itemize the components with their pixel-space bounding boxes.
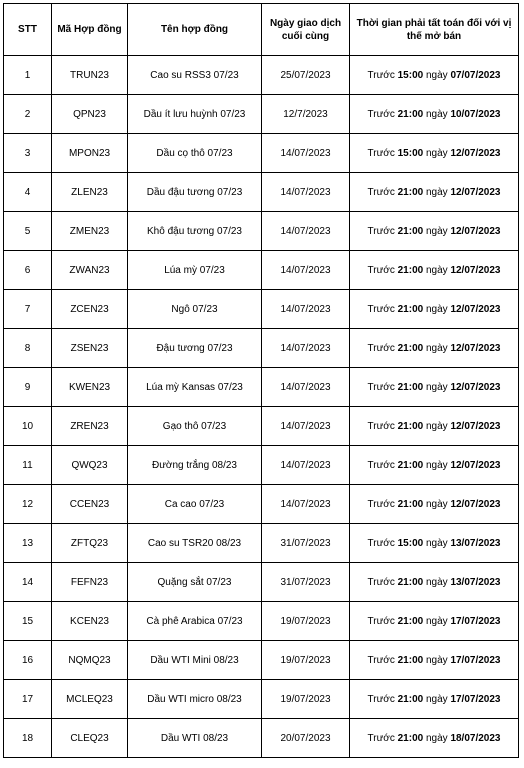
deadline-prefix: Trước bbox=[367, 381, 395, 393]
deadline-date: 17/07/2023 bbox=[450, 615, 501, 627]
cell-contract-name: Dầu ít lưu huỳnh 07/23 bbox=[128, 95, 262, 134]
deadline-day-word: ngày bbox=[425, 147, 448, 159]
cell-settlement-deadline bbox=[350, 212, 519, 251]
deadline-time: 21:00 bbox=[397, 342, 424, 354]
deadline-prefix: Trước bbox=[367, 654, 395, 666]
deadline-time: 21:00 bbox=[397, 186, 424, 198]
deadline-prefix: Trước bbox=[367, 732, 395, 744]
contracts-table bbox=[3, 3, 519, 758]
table-row bbox=[4, 173, 519, 212]
table-row bbox=[4, 563, 519, 602]
deadline-prefix: Trước bbox=[367, 108, 395, 120]
deadline-day-word: ngày bbox=[425, 186, 448, 198]
cell-last-trading-day: 14/07/2023 bbox=[262, 407, 350, 446]
cell-contract-code: NQMQ23 bbox=[52, 641, 128, 680]
cell-stt: 8 bbox=[4, 329, 52, 368]
cell-contract-code: ZWAN23 bbox=[52, 251, 128, 290]
table-row bbox=[4, 680, 519, 719]
deadline-time: 21:00 bbox=[397, 498, 424, 510]
cell-settlement-deadline bbox=[350, 407, 519, 446]
cell-contract-name: Gạo thô 07/23 bbox=[128, 407, 262, 446]
cell-stt: 9 bbox=[4, 368, 52, 407]
cell-stt: 13 bbox=[4, 524, 52, 563]
cell-contract-name: Lúa mỳ 07/23 bbox=[128, 251, 262, 290]
deadline-prefix: Trước bbox=[367, 264, 395, 276]
header-settlement-deadline: Thời gian phải tất toán đối với vị thế mở bán bbox=[350, 4, 519, 56]
cell-stt: 12 bbox=[4, 485, 52, 524]
deadline-time: 21:00 bbox=[397, 420, 424, 432]
table-row bbox=[4, 446, 519, 485]
table-row bbox=[4, 251, 519, 290]
deadline-day-word: ngày bbox=[425, 108, 448, 120]
deadline-day-word: ngày bbox=[425, 537, 448, 549]
cell-last-trading-day: 14/07/2023 bbox=[262, 485, 350, 524]
table-header bbox=[4, 4, 519, 56]
cell-stt: 11 bbox=[4, 446, 52, 485]
cell-contract-code: FEFN23 bbox=[52, 563, 128, 602]
cell-settlement-deadline bbox=[350, 134, 519, 173]
cell-contract-name: Dầu đậu tương 07/23 bbox=[128, 173, 262, 212]
cell-stt: 16 bbox=[4, 641, 52, 680]
table-row bbox=[4, 641, 519, 680]
deadline-day-word: ngày bbox=[425, 69, 448, 81]
cell-settlement-deadline bbox=[350, 446, 519, 485]
table-row bbox=[4, 407, 519, 446]
cell-stt: 6 bbox=[4, 251, 52, 290]
deadline-time: 21:00 bbox=[397, 108, 424, 120]
cell-last-trading-day: 19/07/2023 bbox=[262, 602, 350, 641]
deadline-prefix: Trước bbox=[367, 342, 395, 354]
cell-last-trading-day: 31/07/2023 bbox=[262, 563, 350, 602]
cell-contract-name: Quặng sắt 07/23 bbox=[128, 563, 262, 602]
deadline-time: 21:00 bbox=[397, 459, 424, 471]
cell-settlement-deadline bbox=[350, 290, 519, 329]
cell-contract-name: Ngô 07/23 bbox=[128, 290, 262, 329]
deadline-date: 07/07/2023 bbox=[450, 69, 501, 81]
cell-contract-name: Cà phê Arabica 07/23 bbox=[128, 602, 262, 641]
cell-last-trading-day: 14/07/2023 bbox=[262, 251, 350, 290]
deadline-date: 12/07/2023 bbox=[450, 498, 501, 510]
cell-stt: 15 bbox=[4, 602, 52, 641]
table-row bbox=[4, 485, 519, 524]
deadline-date: 12/07/2023 bbox=[450, 459, 501, 471]
deadline-day-word: ngày bbox=[425, 420, 448, 432]
deadline-date: 18/07/2023 bbox=[450, 732, 501, 744]
deadline-day-word: ngày bbox=[425, 576, 448, 588]
deadline-time: 21:00 bbox=[397, 654, 424, 666]
cell-settlement-deadline bbox=[350, 524, 519, 563]
header-row bbox=[4, 4, 519, 56]
table-row bbox=[4, 95, 519, 134]
deadline-prefix: Trước bbox=[367, 147, 395, 159]
deadline-date: 12/07/2023 bbox=[450, 147, 501, 159]
cell-contract-code: ZREN23 bbox=[52, 407, 128, 446]
deadline-day-word: ngày bbox=[425, 693, 448, 705]
cell-last-trading-day: 19/07/2023 bbox=[262, 641, 350, 680]
table-row bbox=[4, 290, 519, 329]
cell-contract-name: Dầu WTI micro 08/23 bbox=[128, 680, 262, 719]
deadline-date: 17/07/2023 bbox=[450, 693, 501, 705]
deadline-time: 21:00 bbox=[397, 576, 424, 588]
deadline-prefix: Trước bbox=[367, 693, 395, 705]
table-body bbox=[4, 56, 519, 758]
cell-last-trading-day: 14/07/2023 bbox=[262, 290, 350, 329]
cell-stt: 18 bbox=[4, 719, 52, 758]
cell-contract-name: Dầu cọ thô 07/23 bbox=[128, 134, 262, 173]
cell-stt: 3 bbox=[4, 134, 52, 173]
cell-settlement-deadline bbox=[350, 641, 519, 680]
cell-stt: 7 bbox=[4, 290, 52, 329]
deadline-time: 21:00 bbox=[397, 732, 424, 744]
cell-settlement-deadline bbox=[350, 56, 519, 95]
deadline-time: 15:00 bbox=[397, 537, 424, 549]
deadline-date: 17/07/2023 bbox=[450, 654, 501, 666]
cell-contract-name: Cao su TSR20 08/23 bbox=[128, 524, 262, 563]
deadline-time: 15:00 bbox=[397, 69, 424, 81]
cell-last-trading-day: 25/07/2023 bbox=[262, 56, 350, 95]
cell-last-trading-day: 14/07/2023 bbox=[262, 446, 350, 485]
deadline-day-word: ngày bbox=[425, 732, 448, 744]
deadline-day-word: ngày bbox=[425, 225, 448, 237]
table-row bbox=[4, 56, 519, 95]
cell-contract-name: Dầu WTI Mini 08/23 bbox=[128, 641, 262, 680]
deadline-time: 21:00 bbox=[397, 303, 424, 315]
deadline-time: 15:00 bbox=[397, 147, 424, 159]
cell-contract-code: ZFTQ23 bbox=[52, 524, 128, 563]
cell-stt: 10 bbox=[4, 407, 52, 446]
deadline-date: 12/07/2023 bbox=[450, 225, 501, 237]
cell-settlement-deadline bbox=[350, 680, 519, 719]
deadline-prefix: Trước bbox=[367, 420, 395, 432]
cell-settlement-deadline bbox=[350, 602, 519, 641]
deadline-date: 10/07/2023 bbox=[450, 108, 501, 120]
cell-contract-code: ZCEN23 bbox=[52, 290, 128, 329]
deadline-day-word: ngày bbox=[425, 264, 448, 276]
cell-contract-name: Khô đậu tương 07/23 bbox=[128, 212, 262, 251]
header-contract-code: Mã Hợp đồng bbox=[52, 4, 128, 56]
cell-last-trading-day: 14/07/2023 bbox=[262, 173, 350, 212]
cell-contract-code: CCEN23 bbox=[52, 485, 128, 524]
deadline-day-word: ngày bbox=[425, 459, 448, 471]
cell-contract-name: Ca cao 07/23 bbox=[128, 485, 262, 524]
deadline-day-word: ngày bbox=[425, 498, 448, 510]
deadline-prefix: Trước bbox=[367, 303, 395, 315]
cell-contract-code: QPN23 bbox=[52, 95, 128, 134]
cell-stt: 4 bbox=[4, 173, 52, 212]
cell-contract-name: Lúa mỳ Kansas 07/23 bbox=[128, 368, 262, 407]
cell-contract-code: MPON23 bbox=[52, 134, 128, 173]
cell-last-trading-day: 20/07/2023 bbox=[262, 719, 350, 758]
deadline-prefix: Trước bbox=[367, 576, 395, 588]
deadline-date: 12/07/2023 bbox=[450, 264, 501, 276]
cell-contract-name: Cao su RSS3 07/23 bbox=[128, 56, 262, 95]
deadline-date: 12/07/2023 bbox=[450, 381, 501, 393]
deadline-prefix: Trước bbox=[367, 459, 395, 471]
header-last-trading-day: Ngày giao dịch cuối cùng bbox=[262, 4, 350, 56]
table-row bbox=[4, 134, 519, 173]
header-contract-name: Tên hợp đồng bbox=[128, 4, 262, 56]
cell-settlement-deadline bbox=[350, 485, 519, 524]
deadline-time: 21:00 bbox=[397, 615, 424, 627]
cell-stt: 14 bbox=[4, 563, 52, 602]
cell-settlement-deadline bbox=[350, 719, 519, 758]
deadline-day-word: ngày bbox=[425, 654, 448, 666]
cell-contract-name: Đường trắng 08/23 bbox=[128, 446, 262, 485]
deadline-date: 12/07/2023 bbox=[450, 342, 501, 354]
cell-last-trading-day: 14/07/2023 bbox=[262, 329, 350, 368]
cell-contract-code: CLEQ23 bbox=[52, 719, 128, 758]
cell-settlement-deadline bbox=[350, 368, 519, 407]
deadline-time: 21:00 bbox=[397, 264, 424, 276]
cell-last-trading-day: 19/07/2023 bbox=[262, 680, 350, 719]
cell-stt: 17 bbox=[4, 680, 52, 719]
deadline-prefix: Trước bbox=[367, 186, 395, 198]
cell-last-trading-day: 14/07/2023 bbox=[262, 134, 350, 173]
deadline-time: 21:00 bbox=[397, 693, 424, 705]
deadline-prefix: Trước bbox=[367, 225, 395, 237]
deadline-date: 12/07/2023 bbox=[450, 186, 501, 198]
cell-settlement-deadline bbox=[350, 563, 519, 602]
cell-stt: 2 bbox=[4, 95, 52, 134]
deadline-date: 12/07/2023 bbox=[450, 303, 501, 315]
deadline-prefix: Trước bbox=[367, 537, 395, 549]
cell-contract-code: KWEN23 bbox=[52, 368, 128, 407]
cell-settlement-deadline bbox=[350, 173, 519, 212]
cell-stt: 5 bbox=[4, 212, 52, 251]
deadline-date: 13/07/2023 bbox=[450, 537, 501, 549]
cell-settlement-deadline bbox=[350, 251, 519, 290]
cell-contract-code: TRUN23 bbox=[52, 56, 128, 95]
cell-contract-code: MCLEQ23 bbox=[52, 680, 128, 719]
cell-last-trading-day: 14/07/2023 bbox=[262, 212, 350, 251]
cell-contract-code: QWQ23 bbox=[52, 446, 128, 485]
deadline-prefix: Trước bbox=[367, 615, 395, 627]
deadline-day-word: ngày bbox=[425, 342, 448, 354]
cell-stt: 1 bbox=[4, 56, 52, 95]
table-row bbox=[4, 368, 519, 407]
cell-last-trading-day: 14/07/2023 bbox=[262, 368, 350, 407]
cell-settlement-deadline bbox=[350, 329, 519, 368]
table-row bbox=[4, 212, 519, 251]
cell-contract-name: Dầu WTI 08/23 bbox=[128, 719, 262, 758]
deadline-time: 21:00 bbox=[397, 381, 424, 393]
cell-contract-code: ZMEN23 bbox=[52, 212, 128, 251]
cell-last-trading-day: 12/7/2023 bbox=[262, 95, 350, 134]
deadline-prefix: Trước bbox=[367, 69, 395, 81]
deadline-date: 12/07/2023 bbox=[450, 420, 501, 432]
cell-settlement-deadline bbox=[350, 95, 519, 134]
deadline-prefix: Trước bbox=[367, 498, 395, 510]
table-row bbox=[4, 719, 519, 758]
cell-contract-code: KCEN23 bbox=[52, 602, 128, 641]
cell-last-trading-day: 31/07/2023 bbox=[262, 524, 350, 563]
table-row bbox=[4, 329, 519, 368]
table-row bbox=[4, 524, 519, 563]
cell-contract-code: ZSEN23 bbox=[52, 329, 128, 368]
deadline-day-word: ngày bbox=[425, 615, 448, 627]
cell-contract-name: Đậu tương 07/23 bbox=[128, 329, 262, 368]
header-stt: STT bbox=[4, 4, 52, 56]
deadline-time: 21:00 bbox=[397, 225, 424, 237]
deadline-day-word: ngày bbox=[425, 381, 448, 393]
deadline-day-word: ngày bbox=[425, 303, 448, 315]
deadline-date: 13/07/2023 bbox=[450, 576, 501, 588]
cell-contract-code: ZLEN23 bbox=[52, 173, 128, 212]
table-row bbox=[4, 602, 519, 641]
